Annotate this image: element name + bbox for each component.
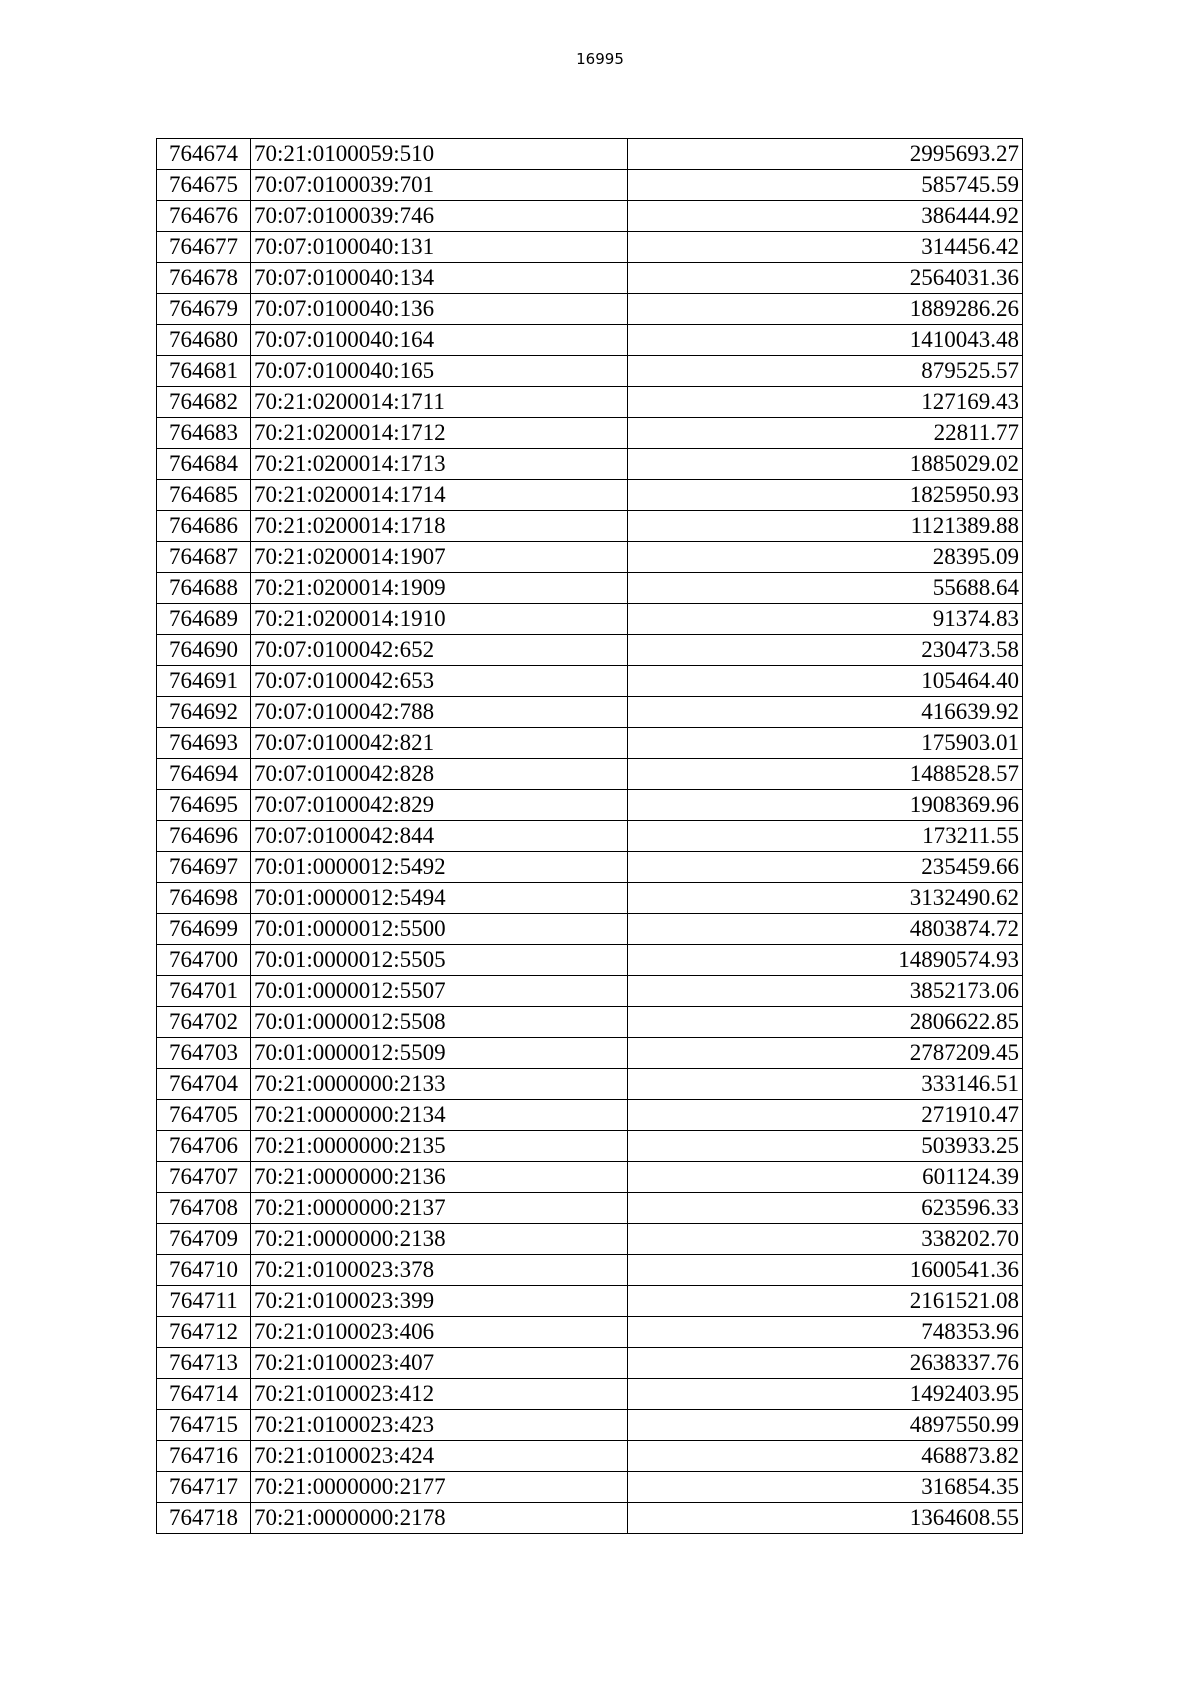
row-number: 764674: [157, 139, 251, 170]
cadastral-value: 2564031.36: [628, 263, 1023, 294]
row-number: 764683: [157, 418, 251, 449]
cadastral-value: 316854.35: [628, 1472, 1023, 1503]
cadastral-number: 70:07:0100040:136: [251, 294, 628, 325]
cadastral-number: 70:21:0100023:407: [251, 1348, 628, 1379]
row-number: 764691: [157, 666, 251, 697]
cadastral-number: 70:21:0200014:1714: [251, 480, 628, 511]
cadastral-number: 70:21:0200014:1907: [251, 542, 628, 573]
row-number: 764716: [157, 1441, 251, 1472]
cadastral-number: 70:21:0000000:2178: [251, 1503, 628, 1534]
cadastral-number: 70:01:0000012:5500: [251, 914, 628, 945]
cadastral-value: 3852173.06: [628, 976, 1023, 1007]
cadastral-number: 70:21:0000000:2136: [251, 1162, 628, 1193]
table-row: [157, 759, 1023, 790]
cadastral-value: 314456.42: [628, 232, 1023, 263]
table-row: [157, 325, 1023, 356]
cadastral-value: 235459.66: [628, 852, 1023, 883]
cadastral-number: 70:01:0000012:5494: [251, 883, 628, 914]
row-number: 764708: [157, 1193, 251, 1224]
table-row: [157, 1379, 1023, 1410]
table-row: [157, 480, 1023, 511]
cadastral-value: 386444.92: [628, 201, 1023, 232]
cadastral-number: 70:01:0000012:5509: [251, 1038, 628, 1069]
table-row: [157, 1100, 1023, 1131]
cadastral-value: 1908369.96: [628, 790, 1023, 821]
cadastral-value: 28395.09: [628, 542, 1023, 573]
table-row: [157, 852, 1023, 883]
cadastral-value: 1889286.26: [628, 294, 1023, 325]
cadastral-number: 70:21:0100023:378: [251, 1255, 628, 1286]
cadastral-number: 70:21:0000000:2134: [251, 1100, 628, 1131]
cadastral-number: 70:21:0000000:2137: [251, 1193, 628, 1224]
cadastral-value: 173211.55: [628, 821, 1023, 852]
row-number: 764688: [157, 573, 251, 604]
table-row: [157, 635, 1023, 666]
cadastral-number: 70:01:0000012:5507: [251, 976, 628, 1007]
row-number: 764675: [157, 170, 251, 201]
table-row: [157, 1503, 1023, 1534]
cadastral-value: 1364608.55: [628, 1503, 1023, 1534]
row-number: 764676: [157, 201, 251, 232]
cadastral-number: 70:01:0000012:5492: [251, 852, 628, 883]
table-row: [157, 1162, 1023, 1193]
cadastral-value: 230473.58: [628, 635, 1023, 666]
row-number: 764717: [157, 1472, 251, 1503]
table-row: [157, 263, 1023, 294]
cadastral-number: 70:21:0000000:2177: [251, 1472, 628, 1503]
cadastral-value: 1825950.93: [628, 480, 1023, 511]
cadastral-value: 1410043.48: [628, 325, 1023, 356]
row-number: 764695: [157, 790, 251, 821]
row-number: 764698: [157, 883, 251, 914]
cadastre-value-table: [156, 138, 1023, 1534]
cadastral-value: 416639.92: [628, 697, 1023, 728]
row-number: 764703: [157, 1038, 251, 1069]
cadastral-number: 70:07:0100039:746: [251, 201, 628, 232]
row-number: 764712: [157, 1317, 251, 1348]
table-row: [157, 573, 1023, 604]
cadastral-number: 70:21:0200014:1713: [251, 449, 628, 480]
cadastral-value: 1600541.36: [628, 1255, 1023, 1286]
cadastral-number: 70:21:0200014:1712: [251, 418, 628, 449]
cadastral-value: 601124.39: [628, 1162, 1023, 1193]
table-row: [157, 790, 1023, 821]
table-row: [157, 1131, 1023, 1162]
cadastral-number: 70:21:0200014:1909: [251, 573, 628, 604]
table-row: [157, 821, 1023, 852]
cadastral-value: 338202.70: [628, 1224, 1023, 1255]
table-row: [157, 728, 1023, 759]
row-number: 764681: [157, 356, 251, 387]
cadastral-number: 70:21:0000000:2135: [251, 1131, 628, 1162]
cadastral-number: 70:21:0100023:412: [251, 1379, 628, 1410]
cadastral-number: 70:21:0100023:424: [251, 1441, 628, 1472]
table-row: [157, 1007, 1023, 1038]
table-row: [157, 883, 1023, 914]
row-number: 764689: [157, 604, 251, 635]
cadastral-value: 14890574.93: [628, 945, 1023, 976]
cadastral-number: 70:07:0100040:165: [251, 356, 628, 387]
cadastral-value: 105464.40: [628, 666, 1023, 697]
cadastral-value: 3132490.62: [628, 883, 1023, 914]
table-row: [157, 294, 1023, 325]
row-number: 764687: [157, 542, 251, 573]
row-number: 764686: [157, 511, 251, 542]
row-number: 764704: [157, 1069, 251, 1100]
table-row: [157, 1193, 1023, 1224]
cadastral-number: 70:07:0100042:788: [251, 697, 628, 728]
table-row: [157, 418, 1023, 449]
cadastral-number: 70:21:0200014:1718: [251, 511, 628, 542]
table-row: [157, 697, 1023, 728]
cadastral-value: 2806622.85: [628, 1007, 1023, 1038]
table-row: [157, 1038, 1023, 1069]
table-row: [157, 449, 1023, 480]
cadastral-number: 70:07:0100042:652: [251, 635, 628, 666]
cadastral-number: 70:21:0000000:2133: [251, 1069, 628, 1100]
table-row: [157, 1441, 1023, 1472]
table-row: [157, 945, 1023, 976]
cadastral-value: 333146.51: [628, 1069, 1023, 1100]
row-number: 764711: [157, 1286, 251, 1317]
cadastral-value: 748353.96: [628, 1317, 1023, 1348]
cadastral-number: 70:07:0100042:653: [251, 666, 628, 697]
row-number: 764678: [157, 263, 251, 294]
cadastral-number: 70:07:0100042:821: [251, 728, 628, 759]
row-number: 764713: [157, 1348, 251, 1379]
row-number: 764715: [157, 1410, 251, 1441]
table-row: [157, 1410, 1023, 1441]
table-row: [157, 1069, 1023, 1100]
cadastral-value: 175903.01: [628, 728, 1023, 759]
cadastral-number: 70:07:0100039:701: [251, 170, 628, 201]
table-row: [157, 232, 1023, 263]
row-number: 764682: [157, 387, 251, 418]
row-number: 764694: [157, 759, 251, 790]
cadastral-number: 70:21:0200014:1910: [251, 604, 628, 635]
row-number: 764714: [157, 1379, 251, 1410]
cadastral-number: 70:21:0100023:399: [251, 1286, 628, 1317]
row-number: 764701: [157, 976, 251, 1007]
cadastral-number: 70:07:0100042:829: [251, 790, 628, 821]
cadastral-number: 70:21:0200014:1711: [251, 387, 628, 418]
table-row: [157, 1255, 1023, 1286]
table-row: [157, 1317, 1023, 1348]
cadastral-number: 70:21:0000000:2138: [251, 1224, 628, 1255]
cadastral-value: 623596.33: [628, 1193, 1023, 1224]
row-number: 764696: [157, 821, 251, 852]
table-row: [157, 1224, 1023, 1255]
table-row: [157, 387, 1023, 418]
cadastral-value: 1488528.57: [628, 759, 1023, 790]
cadastral-number: 70:07:0100042:828: [251, 759, 628, 790]
row-number: 764679: [157, 294, 251, 325]
cadastral-value: 91374.83: [628, 604, 1023, 635]
page-number: 16995: [576, 50, 624, 68]
cadastral-number: 70:07:0100040:134: [251, 263, 628, 294]
cadastral-value: 1492403.95: [628, 1379, 1023, 1410]
table-row: [157, 356, 1023, 387]
row-number: 764706: [157, 1131, 251, 1162]
table-row: [157, 170, 1023, 201]
cadastral-value: 468873.82: [628, 1441, 1023, 1472]
row-number: 764707: [157, 1162, 251, 1193]
row-number: 764684: [157, 449, 251, 480]
row-number: 764710: [157, 1255, 251, 1286]
row-number: 764690: [157, 635, 251, 666]
cadastral-value: 2995693.27: [628, 139, 1023, 170]
cadastral-value: 127169.43: [628, 387, 1023, 418]
row-number: 764702: [157, 1007, 251, 1038]
cadastral-value: 1885029.02: [628, 449, 1023, 480]
row-number: 764685: [157, 480, 251, 511]
row-number: 764680: [157, 325, 251, 356]
row-number: 764693: [157, 728, 251, 759]
cadastral-value: 2161521.08: [628, 1286, 1023, 1317]
row-number: 764697: [157, 852, 251, 883]
row-number: 764709: [157, 1224, 251, 1255]
table-row: [157, 139, 1023, 170]
cadastral-number: 70:07:0100040:164: [251, 325, 628, 356]
table-row: [157, 976, 1023, 1007]
table-row: [157, 1286, 1023, 1317]
cadastral-number: 70:07:0100040:131: [251, 232, 628, 263]
row-number: 764699: [157, 914, 251, 945]
cadastral-number: 70:21:0100023:406: [251, 1317, 628, 1348]
cadastral-value: 55688.64: [628, 573, 1023, 604]
cadastral-value: 4897550.99: [628, 1410, 1023, 1441]
table-row: [157, 1348, 1023, 1379]
table-row: [157, 666, 1023, 697]
row-number: 764692: [157, 697, 251, 728]
cadastral-number: 70:21:0100023:423: [251, 1410, 628, 1441]
table-row: [157, 511, 1023, 542]
row-number: 764705: [157, 1100, 251, 1131]
cadastral-value: 879525.57: [628, 356, 1023, 387]
cadastral-value: 4803874.72: [628, 914, 1023, 945]
table-row: [157, 914, 1023, 945]
row-number: 764718: [157, 1503, 251, 1534]
table-row: [157, 201, 1023, 232]
cadastral-number: 70:01:0000012:5505: [251, 945, 628, 976]
cadastral-value: 585745.59: [628, 170, 1023, 201]
cadastral-value: 2787209.45: [628, 1038, 1023, 1069]
cadastral-value: 271910.47: [628, 1100, 1023, 1131]
cadastral-value: 22811.77: [628, 418, 1023, 449]
row-number: 764700: [157, 945, 251, 976]
cadastral-value: 503933.25: [628, 1131, 1023, 1162]
table-row: [157, 604, 1023, 635]
table-body: [157, 139, 1023, 1534]
cadastral-number: 70:21:0100059:510: [251, 139, 628, 170]
cadastral-value: 2638337.76: [628, 1348, 1023, 1379]
table-row: [157, 1472, 1023, 1503]
cadastral-value: 1121389.88: [628, 511, 1023, 542]
cadastral-number: 70:01:0000012:5508: [251, 1007, 628, 1038]
cadastral-number: 70:07:0100042:844: [251, 821, 628, 852]
row-number: 764677: [157, 232, 251, 263]
table-row: [157, 542, 1023, 573]
